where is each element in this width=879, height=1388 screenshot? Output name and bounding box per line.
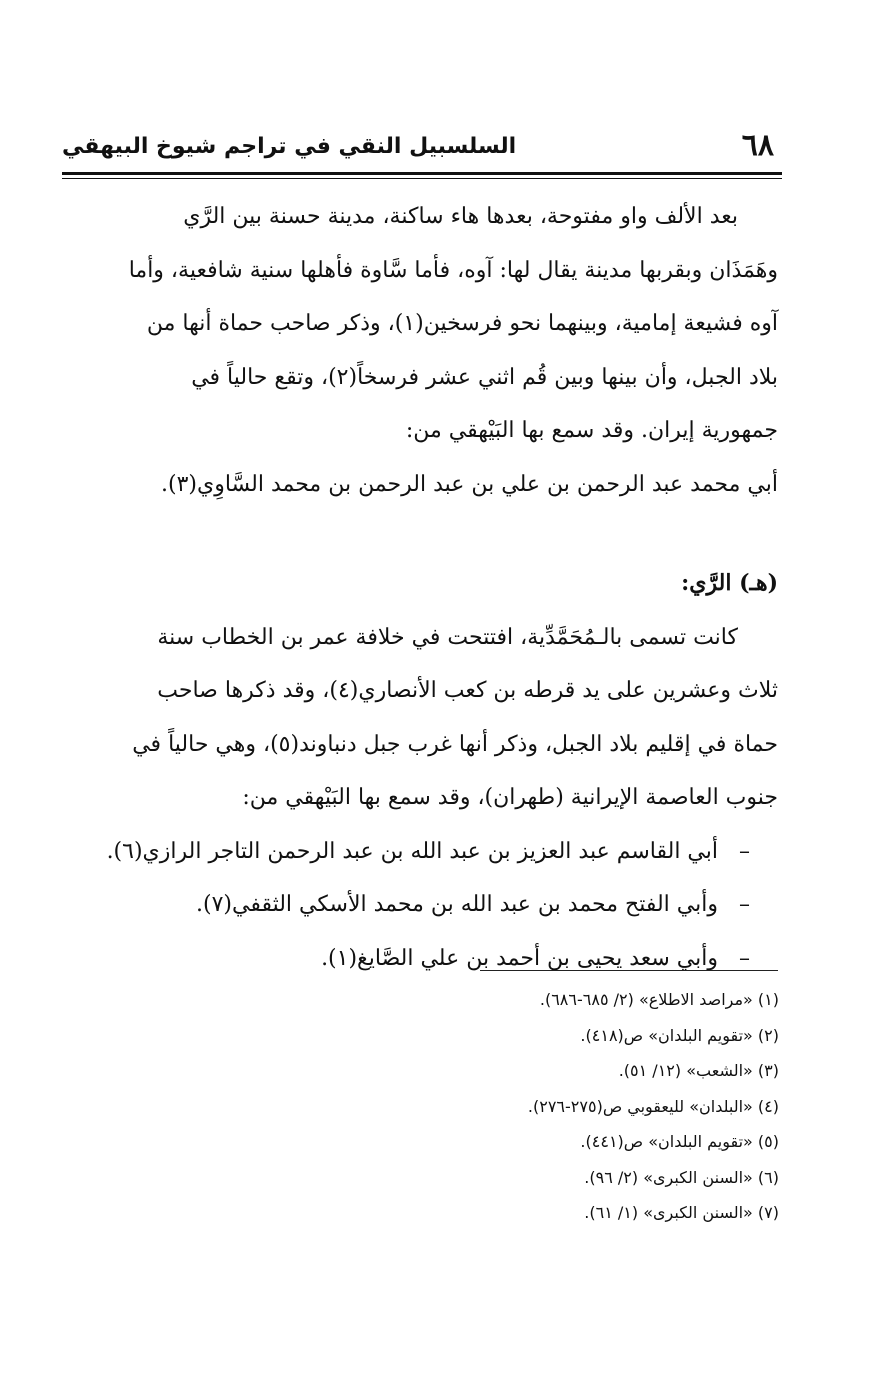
narrator-list: [66, 825, 778, 986]
footnote-rule: [480, 970, 778, 971]
footnote-item: (٦) «السنن الكبرى» (٢/ ٩٦).: [584, 1167, 779, 1187]
footnote-item: (٤) «البلدان» لليعقوبي ص(٢٧٥-٢٧٦).: [527, 1096, 779, 1116]
text-line: بلاد الجبل، وأن بينها وبين قُم اثني عشر فرسخاً(٢)، وتقع حالياً في: [191, 364, 778, 390]
header-rule: [62, 172, 782, 175]
book-title: السلسبيل النقي في تراجم شيوخ البيهقي: [62, 134, 517, 159]
footnote-item: (١) «مراصد الاطلاع» (٢/ ٦٨٥-٦٨٦).: [539, 990, 779, 1009]
text-line: ثلاث وعشرين على يد قرطه بن كعب الأنصاري(٤)، وقد ذكرها صاحب: [157, 678, 778, 703]
text-line: كانت تسمى بالـمُحَمَّدِّية، افتتحت في خلافة عمر بن الخطاب سنة: [157, 624, 738, 650]
text-line: جنوب العاصمة الإيرانية (طهران)، وقد سمع بها البَيْهقي من:: [242, 785, 778, 810]
text-line: بعد الألف واو مفتوحة، بعدها هاء ساكنة، مدينة حسنة بين الرَّي: [183, 204, 738, 229]
text-line: وهَمَذَان وبقربها مدينة يقال لها: آوه، فأما سَّاوة فأهلها سنية شافعية، وأما: [128, 257, 778, 283]
footnote-item: (٣) «الشعب» (١٢/ ٥١).: [618, 1061, 779, 1080]
text-line: آوه فشيعة إمامية، وبينهما نحو فرسخين(١)، وذكر صاحب حماة أنها من: [146, 311, 778, 336]
footnote-item: (٢) «تقويم البلدان» ص(٤١٨).: [580, 1025, 779, 1045]
list-item: – وأبي الفتح محمد بن عبد الله بن محمد الأسكي الثقفي(٧).: [66, 878, 750, 932]
footnote-item: (٧) «السنن الكبرى» (١/ ٦١).: [584, 1203, 779, 1222]
paragraph-sawah: [66, 190, 778, 511]
footnote-item: (٥) «تقويم البلدان» ص(٤٤١).: [580, 1132, 779, 1151]
paragraph-rayy: [66, 611, 778, 825]
text-line: حماة في إقليم بلاد الجبل، وذكر أنها غرب جبل دنباوند(٥)، وهي حالياً في: [132, 731, 778, 757]
section-heading: (هـ) الرَّي:: [681, 570, 778, 596]
narrator-line: أبي محمد عبد الرحمن بن علي بن عبد الرحمن بن محمد السَّاوِي(٣).: [160, 471, 778, 497]
header-rule-thin: [62, 178, 782, 179]
text-line: جمهورية إيران. وقد سمع بها البَيْهقي من:: [405, 418, 778, 443]
footnotes: [528, 982, 779, 1231]
page-number: ٦٨: [741, 128, 774, 163]
main-text: [66, 190, 778, 985]
list-item: – أبي القاسم عبد العزيز بن عبد الله بن عبد الرحمن التاجر الرازي(٦).: [66, 825, 750, 879]
list-item: – وأبي سعد يحيى بن أحمد بن علي الصَّايغ(١).: [66, 932, 750, 986]
running-header: [62, 128, 782, 168]
